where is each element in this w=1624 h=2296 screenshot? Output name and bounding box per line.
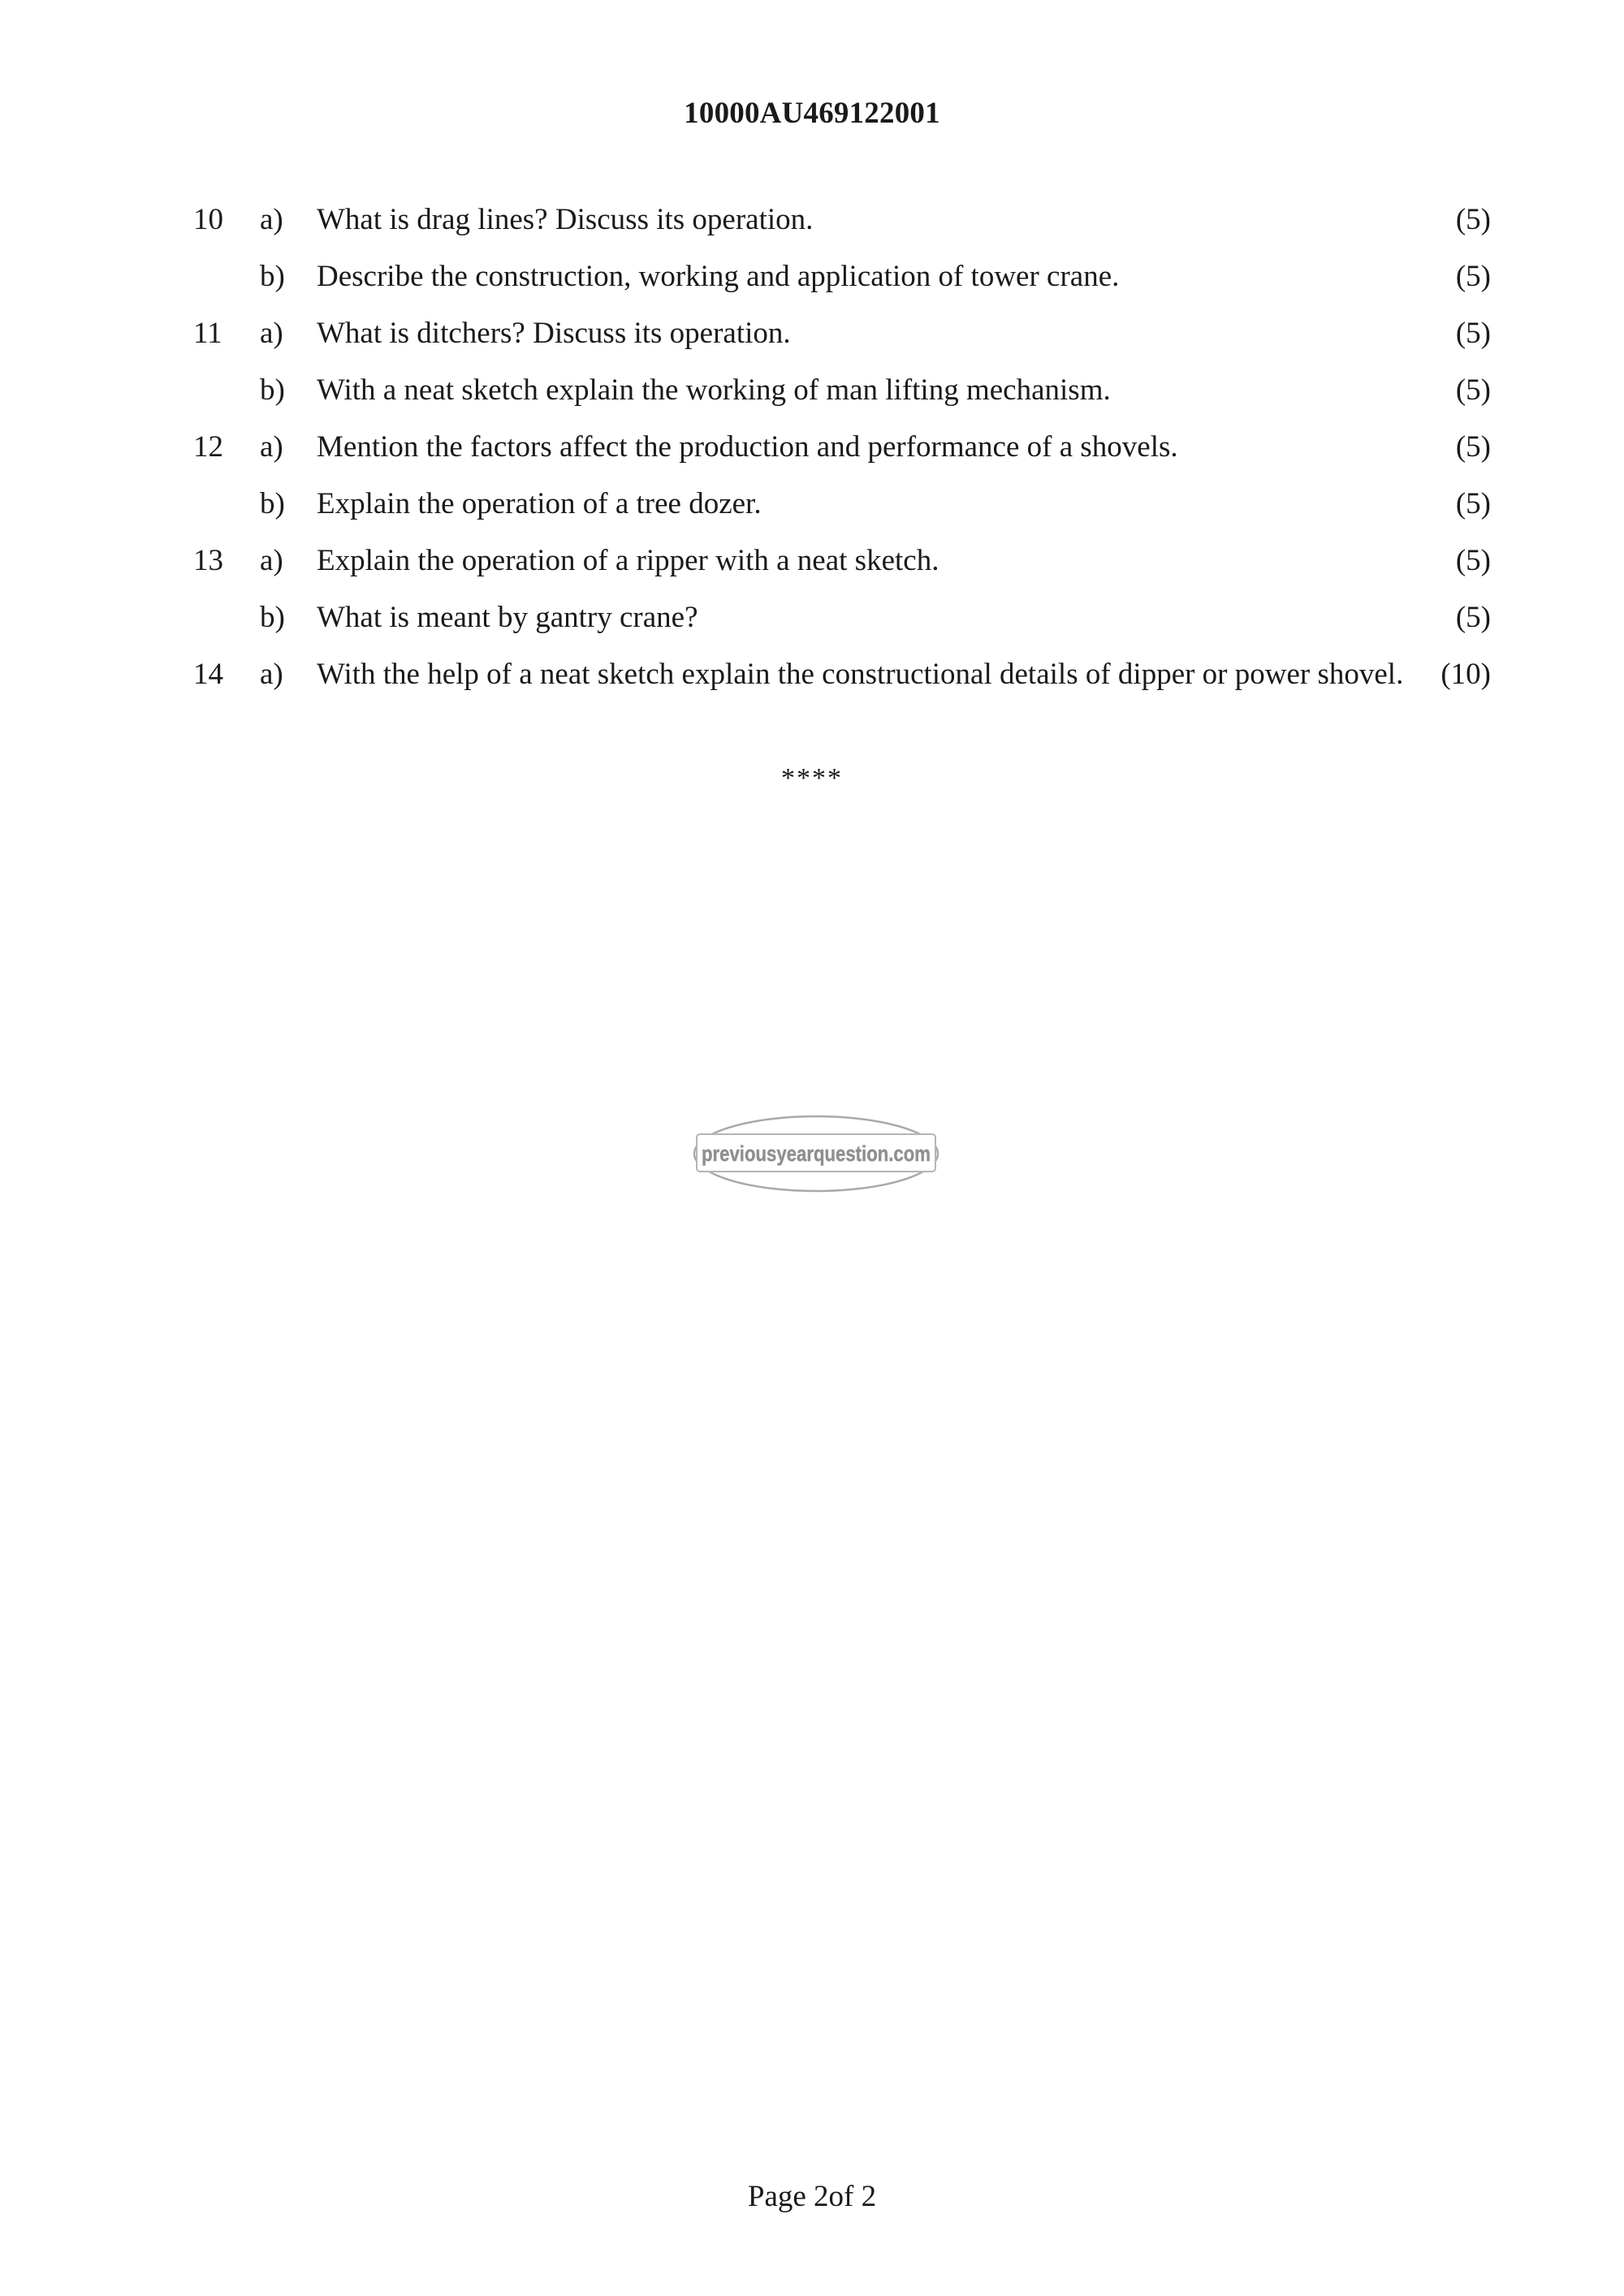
question-number: 12 [193,430,223,464]
question-part: a) [260,203,283,236]
question-text: With a neat sketch explain the working of man lifting mechanism. [317,373,1111,407]
question-number: 11 [193,317,222,350]
question-marks: (5) [1455,544,1491,577]
question-marks: (5) [1455,430,1491,464]
question-row [193,305,1491,362]
question-part: b) [260,260,285,293]
question-row [193,192,1491,248]
watermark-logo [692,1114,940,1193]
question-marks: (5) [1455,601,1491,634]
question-part: a) [260,317,283,350]
question-row [193,248,1491,305]
question-text: Explain the operation of a ripper with a neat sketch. [317,544,939,577]
question-row [193,589,1491,646]
question-marks: (5) [1455,260,1491,293]
question-part: a) [260,658,283,691]
page-number: Page 2of 2 [747,2180,877,2213]
question-row [193,533,1491,589]
question-marks: (5) [1455,373,1491,407]
question-marks: (5) [1455,487,1491,520]
question-part: a) [260,544,283,577]
question-marks: (5) [1455,203,1491,236]
question-number: 14 [193,658,223,691]
question-part: b) [260,487,285,520]
question-number: 10 [193,203,223,236]
question-marks: (10) [1440,658,1491,691]
question-text: What is drag lines? Discuss its operation. [317,203,814,236]
question-row [193,362,1491,419]
question-row [193,419,1491,476]
question-text: Explain the operation of a tree dozer. [317,487,762,520]
question-marks: (5) [1455,317,1491,350]
question-list [193,192,1491,760]
question-text: Mention the factors affect the production and performance of a shovels. [317,430,1178,464]
question-part: b) [260,601,285,634]
question-row [193,646,1491,760]
paper-code: 10000AU469122001 [684,97,940,130]
question-row [193,476,1491,533]
question-text: Describe the construction, working and application of tower crane. [317,260,1120,293]
question-part: b) [260,373,285,407]
question-text: What is meant by gantry crane? [317,601,698,634]
question-text: With the help of a neat sketch explain the constructional details of dipper or power shovel. [317,658,1404,691]
watermark-text: previousyearquestion.com [702,1142,931,1166]
question-text: What is ditchers? Discuss its operation. [317,317,791,350]
question-part: a) [260,430,283,464]
end-of-paper-mark: **** [781,763,843,793]
question-number: 13 [193,544,223,577]
